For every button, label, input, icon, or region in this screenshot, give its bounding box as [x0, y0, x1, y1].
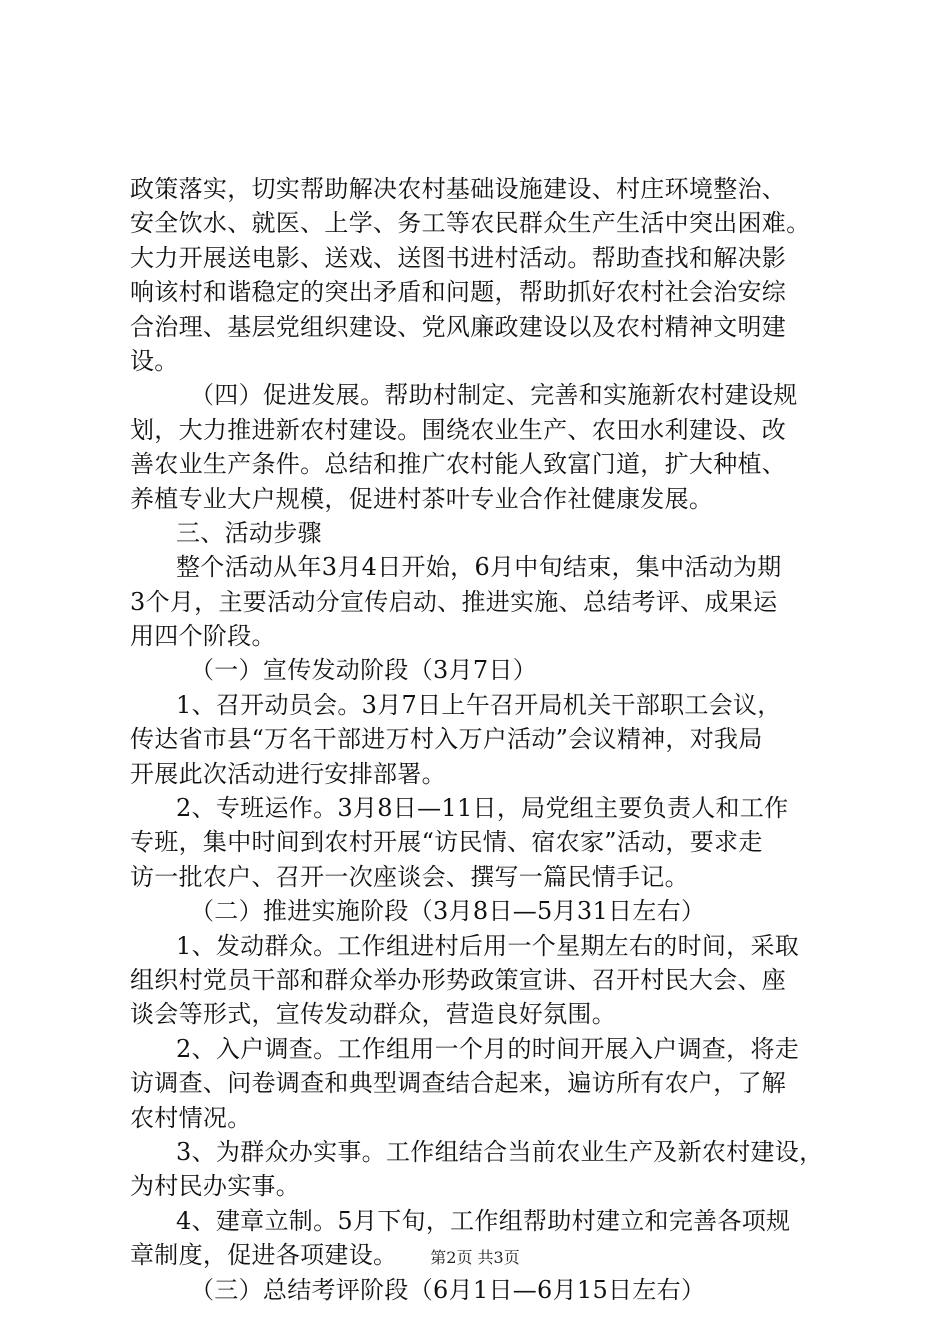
text-line: 整个活动从年3月4日开始，6月中旬结束，集中活动为期 — [176, 553, 782, 582]
document-body — [130, 172, 830, 1307]
text-line: 3个月，主要活动分宣传启动、推进实施、总结考评、成果运 — [130, 587, 778, 616]
text-line: 访调查、问卷调查和典型调查结合起来，遍访所有农户，了解 — [130, 1069, 787, 1098]
text-line: 1、发动群众。工作组进村后用一个星期左右的时间，采取 — [176, 931, 800, 960]
section-heading: （二）推进实施阶段（3月8日—5月31日左右） — [190, 897, 706, 926]
text-line: 设。 — [130, 346, 179, 375]
text-line: 用四个阶段。 — [130, 622, 276, 651]
text-line: 2、专班运作。3月8日—11日，局党组主要负责人和工作 — [176, 794, 789, 823]
text-line: 谈会等形式，宣传发动群众，营造良好氛围。 — [130, 1000, 616, 1029]
text-line: 传达省市县“万名干部进万村入万户活动”会议精神，对我局 — [130, 725, 763, 754]
text-line: 政策落实，切实帮助解决农村基础设施建设、村庄环境整治、 — [130, 175, 787, 203]
text-line: 章制度，促进各项建设。 — [130, 1241, 398, 1270]
section-heading: （三）总结考评阶段（6月1日—6月15日左右） — [190, 1275, 706, 1304]
text-line: 3、为群众办实事。工作组结合当前农业生产及新农村建设， — [176, 1137, 824, 1166]
text-line: 善农业生产条件。总结和推广农村能人致富门道，扩大种植、 — [130, 450, 787, 479]
text-line: 2、入户调查。工作组用一个月的时间开展入户调查，将走 — [176, 1034, 800, 1063]
text-line: 为村民办实事。 — [130, 1172, 301, 1201]
text-line: 访一批农户、召开一次座谈会、撰写一篇民情手记。 — [130, 862, 689, 891]
section-heading: 三、活动步骤 — [176, 518, 322, 547]
page-number: 第2页 共3页 — [430, 1248, 520, 1267]
text-line: 4、建章立制。5月下旬，工作组帮助村建立和完善各项规 — [176, 1206, 791, 1235]
text-line: 专班，集中时间到农村开展“访民情、宿农家”活动，要求走 — [130, 828, 763, 857]
section-heading: （一）宣传发动阶段（3月7日） — [190, 656, 538, 685]
text-line: 安全饮水、就医、上学、务工等农民群众生产生活中突出困难。 — [130, 209, 811, 238]
text-line: 组织村党员干部和群众举办形势政策宣讲、召开村民大会、座 — [130, 965, 787, 994]
text-line: 养植专业大户规模，促进村茶叶专业合作社健康发展。 — [130, 484, 714, 513]
section-heading: （四）促进发展。帮助村制定、完善和实施新农村建设规 — [190, 381, 798, 410]
text-line: 开展此次活动进行安排部署。 — [130, 759, 446, 788]
text-line: 农村情况。 — [130, 1103, 252, 1132]
text-line: 合治理、基层党组织建设、党风廉政建设以及农村精神文明建 — [130, 312, 787, 341]
text-line: 响该村和谐稳定的突出矛盾和问题，帮助抓好农村社会治安综 — [130, 278, 787, 307]
text-line: 1、召开动员会。3月7日上午召开局机关干部职工会议， — [176, 690, 782, 719]
text-line: 划，大力推进新农村建设。围绕农业生产、农田水利建设、改 — [130, 415, 787, 444]
text-line: 大力开展送电影、送戏、送图书进村活动。帮助查找和解决影 — [130, 243, 787, 272]
